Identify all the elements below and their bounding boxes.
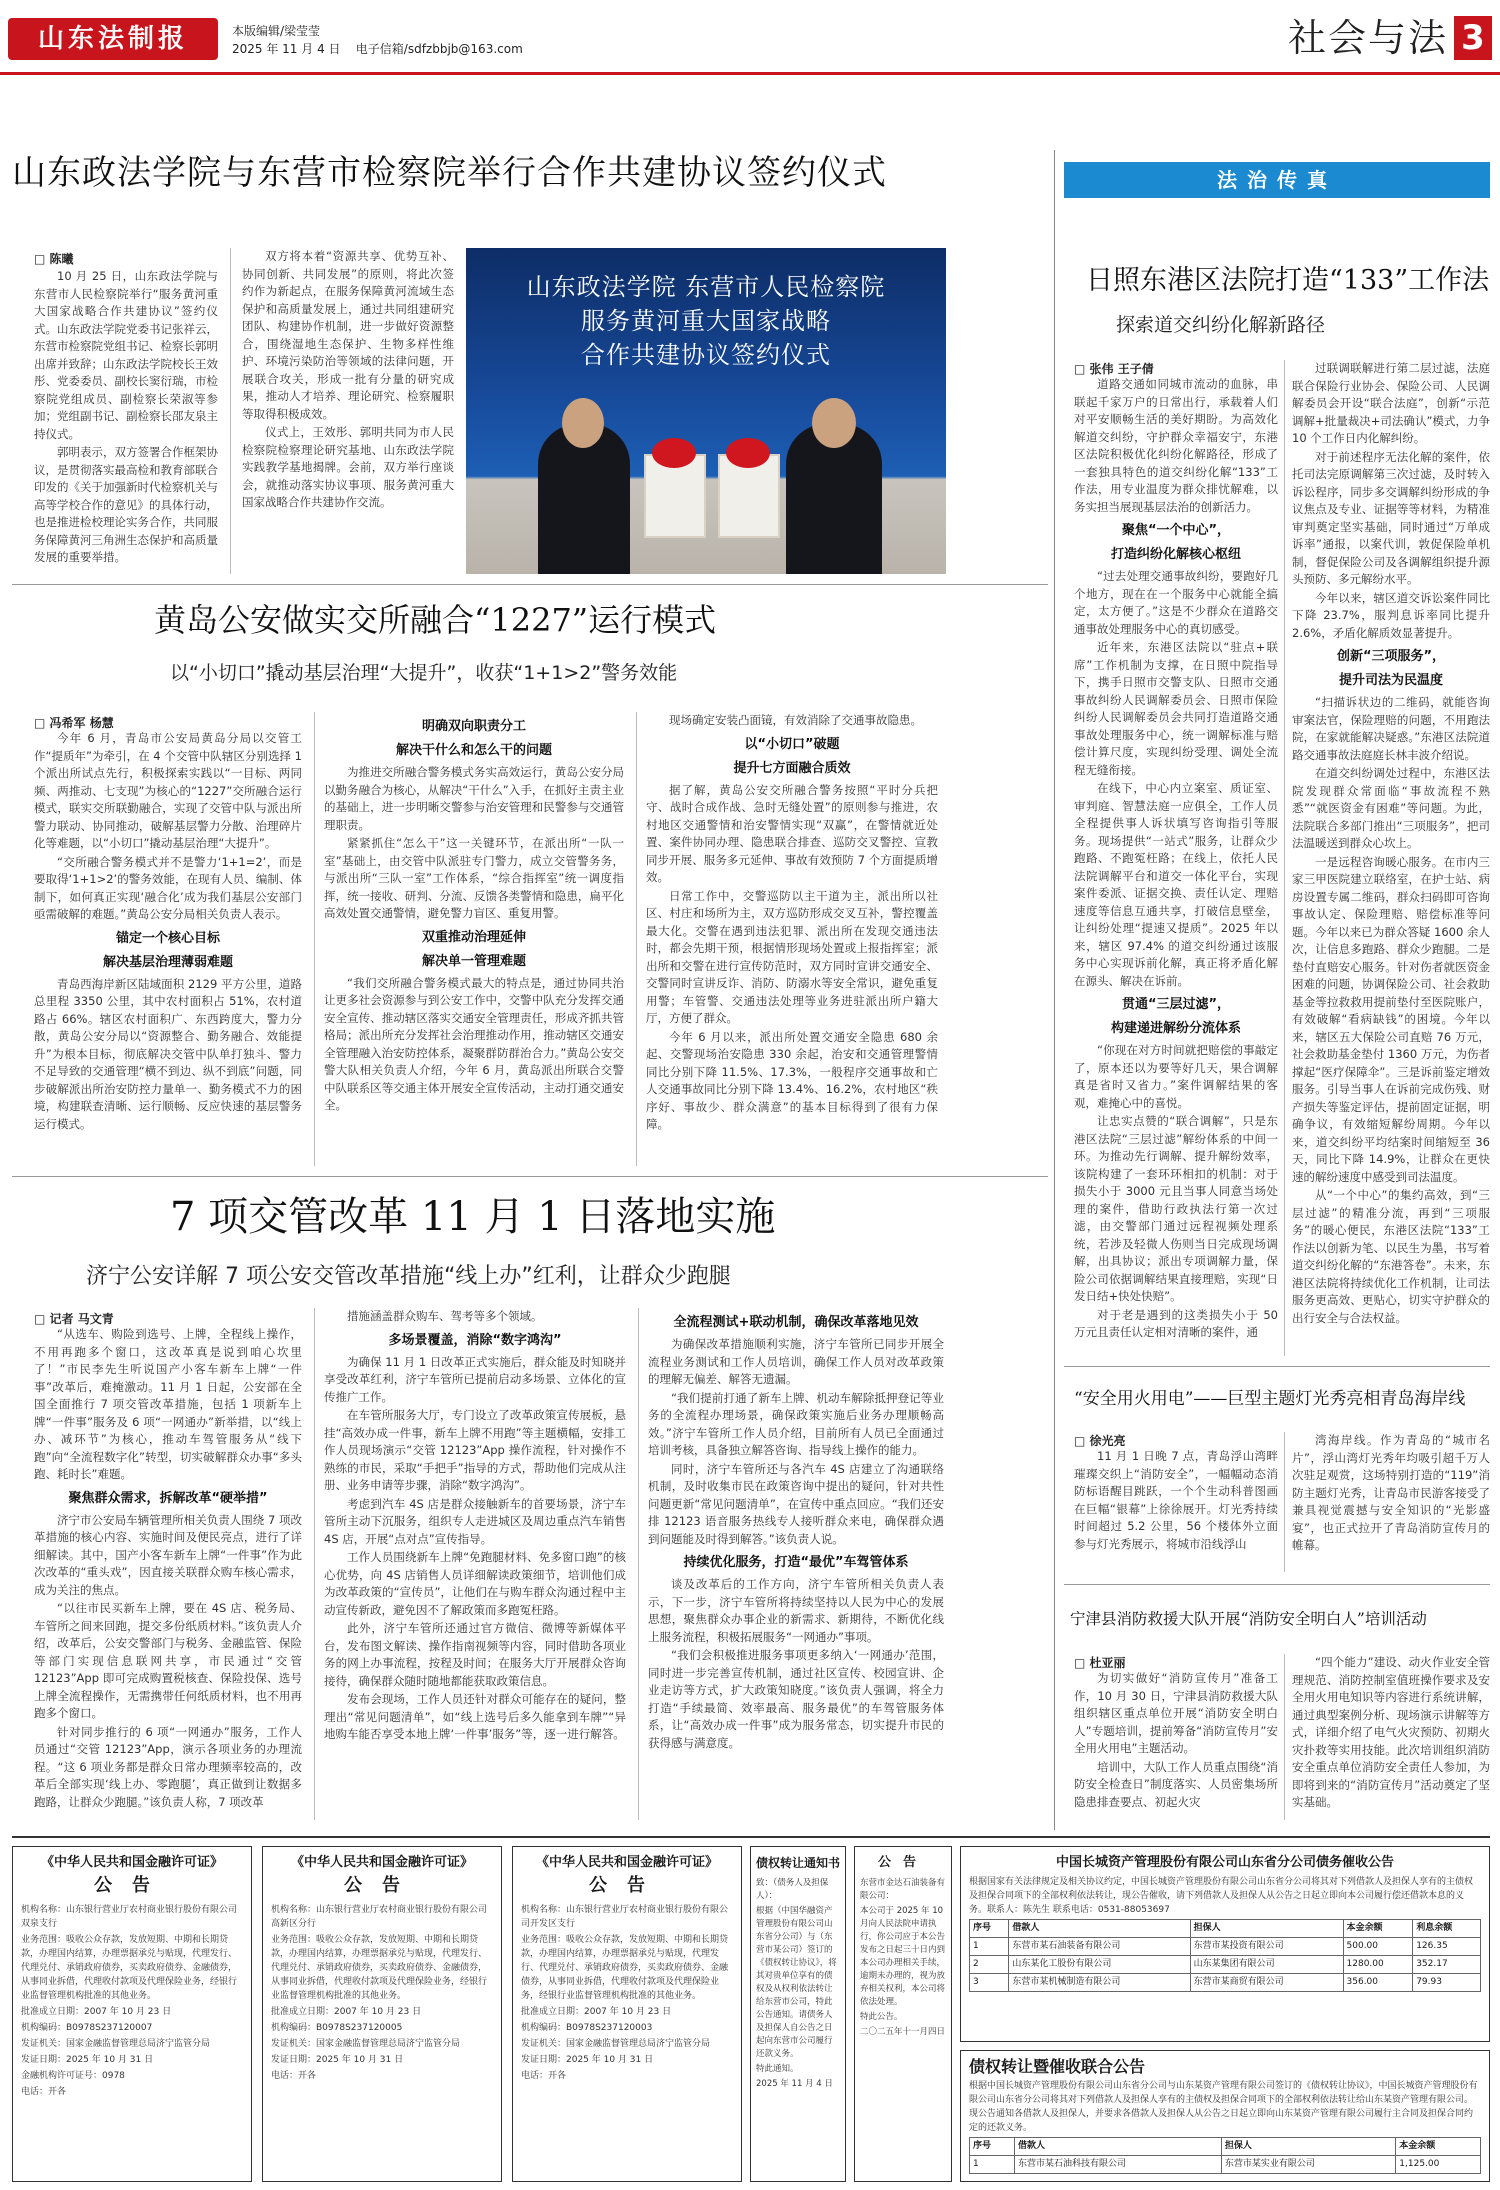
table-cell: 序号 <box>970 1920 1009 1938</box>
ads-divider <box>12 1836 1490 1838</box>
section-divider <box>12 584 1048 585</box>
col-divider <box>636 712 637 1166</box>
paragraph: 济宁市公安局车辆管理所相关负责人围绕 7 项改革措施的核心内容、实施时间及便民亮点，进行了详细解读。其中，国产小客车新车上牌“一件事”作为此次改革的“重头戏”，因直接关联群众购车核心需求，成为关注的焦点。 <box>34 1512 302 1597</box>
masthead-rule <box>0 72 1500 75</box>
paragraph: 致：（债务人及担保人）： <box>756 1878 829 1901</box>
article2-col2 <box>324 712 624 1166</box>
table-cell: 500.00 <box>1343 1938 1413 1956</box>
paragraph: “过去处理交通事故纠纷，要跑好几个地方，现在在一个服务中心就能全搞定，太方便了。”这是不少群众在道路交通事故处理服务中心的真切感受。 <box>1074 569 1278 636</box>
paragraph: “扫描诉状边的二维码，就能咨询审案法官，保险理赔的问题，不用跑法院，在家就能解决疑惑。”东港区法院道路交通事故法庭庭长林丰波介绍说。 <box>1292 695 1490 762</box>
photo-banner-line: 山东政法学院 东营市人民检察院 <box>526 273 886 301</box>
paragraph: 近年来，东港区法院以“驻点+联席”工作机制为支撑，在日照中院指导下，携手日照市交警支队、日照市交通事故纠纷人民调解委员会、日照市保险纠纷人民调解委员会共同打造道路交通事故处理服务中心，统一调解标准与赔偿计算尺度，实现纠纷受理、调处全流程无缝衔接。 <box>1074 640 1278 777</box>
sidebar-art2-col1 <box>1074 1448 1278 1572</box>
article2-col3 <box>646 712 938 1166</box>
paragraph: 让忠实点赞的“联合调解”，只是东港区法院“三层过滤”解纷体系的中间一环。为推动先行调解、提升解纷效率，该院构建了一套环环相扣的机制：对于损失小于 3000 元且当事人同意当场处理的案件，借助行政执法行第一次过滤，由交警部门通过远程视频处理系统，若涉及轻微人伤则当日完成现场调解，出具协议；派出专项调解力量，保险公司依据调解结果直接理赔，实现“日发日结+快处快赔”。 <box>1074 1114 1278 1303</box>
paragraph: 本公司于 2025 年 10 月向人民法院申请执行，你公司应于本公告发布之日起三十日内到本公司办理相关手续，逾期未办理的，视为放弃相关权利，本公司将依法处理。 <box>860 1906 946 2007</box>
paragraph: 道路交通如同城市流动的血脉，串联起千家万户的日常出行，承载着人们对平安顺畅生活的美好期盼。为高效化解道交纠纷，守护群众幸福安宁，东港区法院积极优化纠纷化解路径，形成了一套独具特色的道交纠纷化解“133”工作法，用专业温度为群众排忧解难，以务实担当展现基层法治的创新活力。 <box>1074 377 1278 514</box>
sidebar-art1-title: 日照东港区法院打造“133”工作法 <box>1086 265 1490 296</box>
table-cell: 东营市某石油科技有限公司 <box>1014 2156 1221 2174</box>
paragraph: “我们会积极推进服务事项更多纳入‘一网通办’范围，同时进一步完善宣传机制，通过社区宣传、校园宣讲、企业走访等方式，扩大政策知晓度。”该负责人强调，将全力打造“手续最简、效率最高、服务最优”的车驾管服务体系，让“高效办成一件事”成为服务常态，切实提升市民的获得感与满意度。 <box>648 1648 944 1750</box>
paragraph: 一是远程咨询暖心服务。在市内三家三甲医院建立联络室，在护士站、病房设置专属二维码，群众扫码即可咨询事故认定、保险理赔、赔偿标准等问题。今年以来已为群众答疑 1600 余人次，让信息多跑路、群众少跑腿。二是垫付直赔安心服务。针对伤者就医资金困难的问题，协调保险公司、社会救助基金等拉救救用提前垫付至医院账户，有效破解“看病缺钱”的困境。今年以来，辖区五大保险公司直赔 76 万元，社会救助基金垫付 1360 万元，为伤者撑起“医疗保障伞”。三是诉前鉴定增效服务。引导当事人在诉前完成伤残、财产损失等鉴定评估，提前固定证据，明确争议，有效缩短解纷周期。今年以来，道交纠纷平均结案时间缩短至 36 天，同比下降 14.9%，让群众在更快速的解纷速度中感受到司法温度。 <box>1292 854 1490 1184</box>
paragraph: 仪式上，王效彤、郭明共同为市人民检察院检察理论研究基地、山东政法学院实践教学基地揭牌。会前，双方举行座谈会，就推动落实协议事项、服务黄河重大国家战略合作共建协作交流。 <box>242 425 454 509</box>
subheading: 构建递进解纷分流体系 <box>1110 1021 1241 1036</box>
photo-banner <box>466 270 946 372</box>
paragraph: 为确保 11 月 1 日改革正式实施后，群众能及时知晓并享受改革红利，济宁车管所已提前启动多场景、立体化的宣传推广工作。 <box>324 1354 626 1404</box>
paragraph: 东营市金达石油装备有限公司： <box>860 1878 946 1901</box>
table-cell: 担保人 <box>1190 1920 1343 1938</box>
paragraph: 11 月 1 日晚 7 点，青岛浮山湾畔璀璨交织上“消防安全”，一幅幅动态消防标语醒目跳跃，一个个生动科普图画在巨幅“银幕”上徐徐展开。灯光秀持续时间超过 5.2 公里，56 个楼体外立面参与灯光秀展示，将城市沿线浮山 <box>1074 1449 1278 1551</box>
debt-collection-table <box>969 1919 1481 1992</box>
subheading: 解决基层治理薄弱难题 <box>102 954 233 970</box>
sidebar-art1-col2 <box>1292 360 1490 1356</box>
paragraph: 电话：开各 <box>521 2071 567 2081</box>
subheading: 锚定一个核心目标 <box>115 930 220 946</box>
paragraph: 今年 6 月，青岛市公安局黄岛分局以交管工作“提质年”为牵引，在 4 个交管中队辖区分别选择 1 个派出所试点先行，积极探索实践以“一目标、两同频、两推动、七支现”为核心的“1227”交所融合运行模式，联实交所联勤融合，实现了交管中队与派出所警力联动、协同推动，破解基层警力分散、治理碎片化等难题，以“小切口”撬动基层治理“大提升”。 <box>34 731 302 850</box>
article1-col1 <box>34 268 218 568</box>
person-left-head <box>562 398 604 448</box>
editor-credit: 本版编辑/梁莹莹 <box>232 24 321 38</box>
notice-title: 公告 <box>877 1855 928 1870</box>
table-cell: 利息余额 <box>1413 1920 1481 1938</box>
red-ribbon <box>726 438 770 468</box>
paragraph: 机构编码：B0978S237120005 <box>271 2023 403 2033</box>
table-cell: 东营市某商贸有限公司 <box>1190 1974 1343 1992</box>
notice-title: 中国长城资产管理股份有限公司山东省分公司债务催收公告 <box>1055 1855 1394 1870</box>
paragraph: 措施涵盖群众购车、驾考等多个领域。 <box>347 1309 543 1323</box>
paragraph: 同时，济宁车管所还与各汽车 4S 店建立了沟通联络机制，及时收集市民在政策咨询中提出的疑问，针对共性问题更新“常见问题清单”，在宣传中重点回应。“我们还安排 12123 语音服务热线专人接听群众来电，确保群众遇到问题能及时得到解答。”该负责人说。 <box>648 1461 944 1546</box>
sidebar-art3-title: 宁津县消防救援大队开展“消防安全明白人”培训活动 <box>1070 1610 1427 1628</box>
paragraph: 发证机关：国家金融监督管理总局济宁监管分局 <box>271 2039 461 2049</box>
sidebar-divider-h <box>1064 1366 1490 1367</box>
paragraph: 从“一个中心”的集约高效，到“三层过滤”的精准分流，再到“三项服务”的暖心便民，东港区法院“133”工作法以创新为笔、以民生为墨，书写着道交纠纷化解的“东港答卷”。未来，东港区法院将持续优化工作机制，让司法服务更高效、更贴心，切实守护群众的出行安全与合法权益。 <box>1292 1188 1490 1325</box>
article3-title: 7 项交管改革 11 月 1 日落地实施 <box>170 1194 776 1240</box>
paragraph: 郭明表示，双方签署合作框架协议，是贯彻落实最高检和教育部联合印发的《关于加强新时代检察机关与高等学校合作的意见》的具体行动，也是推进检校理论实务合作，共同服务保障黄河三角洲生态保护和高质量发展的重要举措。 <box>34 445 218 564</box>
debt-transfer-joint-notice <box>960 2050 1490 2182</box>
paragraph: 对于老是遇到的这类损失小于 50 万元且责任认定相对清晰的案件，通 <box>1074 1307 1278 1339</box>
subheading: 聚焦“一个中心”， <box>1121 523 1231 538</box>
photo-banner-line: 合作共建协议签约仪式 <box>581 341 831 369</box>
company-notice <box>854 1846 952 2182</box>
article2-subtitle: 以“小切口”撬动基层治理“大提升”，收获“1+1>2”警务效能 <box>170 662 678 684</box>
col-divider <box>314 712 315 1166</box>
article3-col3 <box>648 1308 944 1820</box>
col-divider <box>230 248 231 574</box>
table-cell: 2 <box>970 1956 1009 1974</box>
paragraph: 批准成立日期：2007 年 10 月 23 日 <box>21 2007 172 2017</box>
notice-title: 债权转让暨催收联合公告 <box>969 2057 1146 2076</box>
table-cell: 东营市某石油装备有限公司 <box>1009 1938 1190 1956</box>
section-title: 社会与法 <box>1287 16 1448 60</box>
section-divider <box>12 1176 1048 1177</box>
table-cell: 3 <box>970 1974 1009 1992</box>
table-cell: 担保人 <box>1221 2138 1395 2156</box>
table-row <box>970 1938 1481 1956</box>
paragraph: 发证机关：国家金融监督管理总局济宁监管分局 <box>21 2039 211 2049</box>
paragraph: 根据（中国华融资产管理股份有限公司山东省分公司）与（东营市某公司）签订的《债权转让协议》，将其对贵单位享有的债权及从权利依法转让给东营市公司，特此公告通知。请债务人及担保人自公告之日起向东营市公司履行还款义务。 <box>756 1906 837 2059</box>
paragraph: 紧紧抓住“怎么干”这一关键环节，在派出所“一队一室”基础上，由交管中队派驻专门警力，成立交管警务务，与派出所“三队一室”工作体系，“综合指挥室”统一调度指挥，统一接收、研判、分流、反馈各类警情和隐患，扁平化高效处置交通警情，避免警力盲区、重复用警。 <box>324 836 624 920</box>
sidebar-art2-byline: □ 徐光亮 <box>1074 1434 1126 1448</box>
paragraph: 发证机关：国家金融监督管理总局济宁监管分局 <box>521 2039 711 2049</box>
notice-title: 《中华人民共和国金融许可证》 <box>535 1855 718 1870</box>
paragraph: “我们交所融合警务模式最大的特点是，通过协同共治让更多社会资源参与到公安工作中，交警中队充分发挥交通安全宣传、推动辖区落实交通安全管理责任，形成齐抓共管格局；派出所充分发挥社会治理推动作用，推动辖区交通安全管理融入治安防控体系，凝聚群防群治合力。”黄岛公安交警大队相关负责人介绍，今年 6 月，黄岛派出所联合交警中队联系区等交通主体开展安全宣传活动，主动打通交通安全。 <box>324 975 624 1112</box>
subheading: 明确双向职责分工 <box>421 719 526 734</box>
paragraph: 电话：开各 <box>21 2087 67 2097</box>
debt-transfer-table <box>969 2137 1481 2174</box>
subheading: 提升七方面融合质效 <box>733 760 851 776</box>
table-cell: 东营市某机械制造有限公司 <box>1009 1974 1190 1992</box>
sidebar-art3-col1 <box>1074 1670 1278 1820</box>
paragraph: 考虑到汽车 4S 店是群众接触新车的首要场景，济宁车管所主动下沉服务，组织专人走进城区及周边重点汽车销售 4S 店，开展“点对点”宣传指导。 <box>324 1496 626 1546</box>
article2-title: 黄岛公安做实交所融合“1227”运行模式 <box>154 601 717 639</box>
table-row <box>970 1956 1481 1974</box>
sidebar-divider <box>1054 150 1055 1830</box>
sidebar-art1-col1 <box>1074 376 1278 1356</box>
license-notice-1-body <box>13 1899 251 2105</box>
notice-title: 债权转让通知书 <box>755 1856 840 1870</box>
notice-title: 《中华人民共和国金融许可证》 <box>40 1855 223 1870</box>
issue-date: 2025 年 11 月 4 日 <box>232 42 341 56</box>
paragraph: 过联调联解进行第二层过滤，法庭联合保险行业协会、保险公司、人民调解委员会开设“联合法庭”，创新“示范调解+批量裁决+司法确认”模式，力争 10 个工作日内化解纠纷。 <box>1292 361 1490 445</box>
paragraph: 发布会现场，工作人员还针对群众可能存在的疑问，整理出“常见问题清单”，如“线上选号后多久能拿到车牌”“异地购车能否享受本地上牌‘一件事’服务”等，逐一进行解答。 <box>324 1692 626 1741</box>
license-notice-3-body <box>513 1899 741 2089</box>
subheading: 打造纠纷化解核心枢纽 <box>1110 547 1241 562</box>
paragraph: 今年 6 月以来，派出所处置交通安全隐患 680 余起、交警现场治安隐患 330 余起，治安和交通管理警情同比分别下降 11.5%、17.3%，一般程序交通事故和亡人交通事故同比分别下降 13.4%、16.2%，农村地区“秩序好、事故少、群众满意”的基本目标得到了很有力保障。 <box>646 1029 938 1131</box>
subheading: 以“小切口”破题 <box>744 736 840 752</box>
sidebar-art3-byline: □ 杜亚丽 <box>1074 1656 1126 1670</box>
company-notice-body <box>855 1873 951 2045</box>
paragraph: 机构名称：山东银行营业厅农村商业银行股份有限公司开发区支行 <box>521 1905 729 1929</box>
newspaper-logo: 山东法制报 <box>8 18 218 60</box>
notice-title: 《中华人民共和国金融许可证》 <box>290 1855 473 1870</box>
debt-collection-notice-text: 根据国家有关法律规定及相关协议约定，中国长城资产管理股份有限公司山东省分公司将其对下列借款人及担保人享有的主债权及担保合同项下的全部权利依法转让，现公告催收，请下列借款人及担保人从公告之日起立即向本公司履行偿还借款本息的义务。联系人：陈先生 联系电话：0531-88053697 <box>969 1877 1474 1915</box>
paragraph: 工作人员围绕新车上牌“免跑腿材料、免多窗口跑”的核心优势，向 4S 店销售人员详细解读政策细节，培训他们成为改革政策的“宣传员”，让他们在与购车群众沟通过程中主动宣传新政，避免因不了解政策而多跑冤枉路。 <box>324 1550 626 1617</box>
red-ribbon <box>652 438 696 468</box>
paragraph: 在线下，中心内立案室、质证室、审判庭、智慧法庭一应俱全，工作人员全程提供事人诉状填写咨询指引等服务。现场提供“一站式”服务，让群众少跑路、不跑冤枉路；在线上，依托人民法院调解平台和道交一体化平台，实现案件委派、证据交换、责任认定、理赔速度等信息互通共享，打破信息壁垒，让纠纷处理“提速又提质”。2025 年以来，辖区 97.4% 的道交纠纷通过该服务中心实现诉前化解，真正将矛盾化解在源头、解决在诉前。 <box>1074 781 1278 988</box>
table-cell: 126.35 <box>1413 1938 1481 1956</box>
paragraph: 业务范围：吸收公众存款，发放短期、中期和长期贷款，办理国内结算，办理票据承兑与贴现，代理发行、代理兑付、承销政府债券，买卖政府债券、金融债券，从事同业拆借，代理收付款项及代理保险业务，经银行业监督管理机构批准的其他业务。 <box>271 1935 488 2001</box>
table-row <box>970 2156 1481 2174</box>
debt-transfer-notice <box>750 1846 846 2182</box>
paragraph: 据了解，黄岛公安交所融合警务按照“平时分兵把守、战时合成作战、急时无缝处置”的原则参与推进，农村地区交通警情和治安警情实现“双赢”，在警情就近处置、案件协同办理、隐患联合排查、巡防交叉警控、宣教同步开展、服务多元延伸、事故有效预防 7 个方面提质增效。 <box>646 782 938 884</box>
article1-title: 山东政法学院与东营市检察院举行合作共建协议签约仪式 <box>12 153 887 193</box>
table-cell: 东营市某实业有限公司 <box>1221 2156 1395 2174</box>
paragraph: 批准成立日期：2007 年 10 月 23 日 <box>271 2007 422 2017</box>
table-cell: 79.93 <box>1413 1974 1481 1992</box>
table-cell: 356.00 <box>1343 1974 1413 1992</box>
paragraph: 机构编码：B0978S237120007 <box>21 2023 153 2033</box>
col-divider <box>1284 360 1285 1356</box>
col-divider <box>314 1308 315 1820</box>
table-cell: 山东某化工股份有限公司 <box>1009 1956 1190 1974</box>
paragraph: 发证日期：2025 年 10 月 31 日 <box>521 2055 654 2065</box>
table-row <box>970 1920 1481 1938</box>
paragraph: “交所融合警务模式并不是警力‘1+1=2’，而是要取得‘1+1>2’的警务效能，在现有人员、编制、体制下，如何真正实现‘融合化’成为我们基层公安部门亟需破解的难题。”黄岛公安分局相关负责人表示。 <box>34 854 302 921</box>
article2-col1 <box>34 730 302 1166</box>
table-cell: 352.17 <box>1413 1956 1481 1974</box>
notice-heading: 公告 <box>589 1875 665 1896</box>
notice-heading: 公告 <box>344 1875 420 1896</box>
paragraph: 日常工作中，交警巡防以主干道为主，派出所以社区、村庄和场所为主，双方巡防形成交叉互补，警控覆盖最大化。交警在遇到违法犯罪、派出所在发现交通违法时，都会先期干预，根据情形现场处置或上报指挥室；派出所和交警在进行宣传防范时，双方同时宣讲交通安全、交警同时宣讲反诈、消防、防溺水等安全常识，避免重复用警；车管警、交通违法处理等业务进驻派出所户籍大厅，方便了群众。 <box>646 888 938 1025</box>
paragraph: 针对同步推行的 6 项“一网通办”服务，工作人员通过“交管 12123”App，演示各项业务的办理流程。“这 6 项业务都是群众日常办理频率较高的，改革后全部实现‘线上办、零跑腿’，真正做到让数据多跑路，让群众少跑腿。”该负责人称，7 项改革 <box>34 1724 302 1809</box>
subheading: 多场景覆盖，消除“数字鸿沟” <box>388 1332 562 1348</box>
sidebar-section-bar: 法治传真 <box>1064 162 1490 198</box>
paragraph: 培训中，大队工作人员重点围绕“消防安全检查日”制度落实、人员密集场所隐患排查要点、初起火灾 <box>1074 1759 1278 1809</box>
sidebar-divider-h <box>1064 1584 1490 1585</box>
debt-transfer-joint-notice-text: 根据中国长城资产管理股份有限公司山东省分公司与山东某资产管理有限公司签订的《债权转让协议》，中国长城资产管理股份有限公司山东省分公司将其对下列借款人及担保人享有的主债权及担保合同项下的全部权利依法转让给山东某资产管理有限公司。现公告通知各借款人及担保人，并要求各借款人及担保人从公告之日起立即向山东某资产管理有限公司履行主合同及担保合同约定的还款义务。 <box>969 2081 1478 2133</box>
person-right-head <box>812 398 856 448</box>
subheading: 双重推动治理延伸 <box>421 929 526 945</box>
article3-byline: □ 记者 马文青 <box>34 1312 114 1326</box>
paragraph: 为确保改革措施顺利实施，济宁车管所已同步开展全流程业务测试和工作人员培训，确保工作人员对改革政策的理解无偏差、解答无遗漏。 <box>648 1337 944 1386</box>
article3-subtitle: 济宁公安详解 7 项公安交管改革措施“线上办”红利，让群众少跑腿 <box>86 1264 731 1289</box>
license-notice-2 <box>262 1846 502 2182</box>
paragraph: 电话：开各 <box>271 2071 317 2081</box>
paragraph: “四个能力”建设、动火作业安全管理规范、消防控制室值班操作要求及安全用火用电知识等内容进行系统讲解，通过典型案例分析、现场演示讲解等方式，详细介绍了电气火灾预防、初期火灾扑救等实用技能。此次培训组织消防安全重点单位消防安全责任人参加，为即将到来的“消防宣传月”活动奠定了坚实基础。 <box>1292 1655 1490 1809</box>
paragraph: 为推进交所融合警务模式务实高效运行，黄岛公安分局以勤务融合为核心，从解决“干什么”入手，在抓好主责主业的基础上，进一步明晰交警参与治安管理和民警参与交通管理职责。 <box>324 765 624 832</box>
paragraph: 机构编码：B0978S237120003 <box>521 2023 653 2033</box>
table-row <box>970 2138 1481 2156</box>
paragraph: 业务范围：吸收公众存款，发放短期、中期和长期贷款，办理国内结算，办理票据承兑与贴现，代理发行、代理兑付、承销政府债券，买卖政府债券、金融债券，从事同业拆借，代理收付款项及代理保险业务，经银行业监督管理机构批准的其他业务。 <box>21 1935 238 2001</box>
paragraph: 2025 年 11 月 4 日 <box>756 2079 833 2089</box>
table-cell: 借款人 <box>1014 2138 1221 2156</box>
article1-col2 <box>242 248 454 574</box>
paragraph: 发证日期：2025 年 10 月 31 日 <box>21 2055 154 2065</box>
debt-collection-notice <box>960 1846 1490 2042</box>
editor-email: 电子信箱/sdfzbbjb@163.com <box>355 42 523 56</box>
sidebar-art2-title: “安全用火用电”——巨型主题灯光秀亮相青岛海岸线 <box>1074 1389 1466 1409</box>
paragraph: 在道交纠纷调处过程中，东港区法院发现群众常面临“事故流程不熟悉”“就医资金有困难”等问题。为此，法院联合多部门推出“三项服务”，把司法温暖送到群众心坎上。 <box>1292 766 1490 850</box>
subheading: 提升司法为民温度 <box>1338 673 1443 688</box>
subheading: 创新“三项服务”， <box>1336 649 1446 664</box>
notice-heading: 公告 <box>94 1875 170 1896</box>
table-cell: 东营市某投资有限公司 <box>1190 1938 1343 1956</box>
table-cell: 本金余额 <box>1343 1920 1413 1938</box>
subheading: 聚焦群众需求，拆解改革“硬举措” <box>68 1490 268 1506</box>
paragraph: 谈及改革后的工作方向，济宁车管所相关负责人表示，下一步，济宁车管所将持续坚持以人民为中心的发展思想，聚焦群众办事企业的新需求、新期待，不断优化线上服务流程，积极拓展服务“一网通办”事项。 <box>648 1577 944 1644</box>
subheading: 持续优化服务，打造“最优”车驾管体系 <box>683 1555 909 1570</box>
table-cell: 1280.00 <box>1343 1956 1413 1974</box>
photo-banner-line: 服务黄河重大国家战略 <box>581 307 831 335</box>
debt-transfer-table-wrap <box>961 2137 1489 2174</box>
table-cell: 1 <box>970 2156 1015 2174</box>
sidebar-art1-subtitle: 探索道交纠纷化解新路径 <box>1116 314 1326 336</box>
article3-col2 <box>324 1308 626 1820</box>
issue-date-line <box>232 40 523 58</box>
paragraph: 业务范围：吸收公众存款，发放短期、中期和长期贷款，办理国内结算，办理票据承兑与贴现，代理发行、代理兑付、承销政府债券，买卖政府债券、金融债券，从事同业拆借，代理收付款项及代理保险业务，经银行业监督管理机构批准的其他业务。 <box>521 1935 729 2001</box>
paragraph: 特此公告。 <box>860 2012 903 2022</box>
table-cell: 山东某集团有限公司 <box>1190 1956 1343 1974</box>
paragraph: 青岛西海岸新区陆域面积 2129 平方公里，道路总里程 3350 公里，其中农村面积占 51%，农村道路占 66%。辖区农村面积广、东西跨度大，警力分散，黄岛公安分局以“资源整合、勤务融合、效能提升”为根本目标，彻底解决交管中队单打独斗、警力不足导致的交通管理“横不到边、纵不到底”问题，同步破解派出所治安防控力量单一、勤务模式不力的困境，构建联查清晰、运行顺畅、反应快速的基层警务运行模式。 <box>34 976 302 1131</box>
paragraph: 特此通知。 <box>756 2064 799 2074</box>
sidebar-art3-col2 <box>1292 1654 1490 1820</box>
paragraph: 此外，济宁车管所还通过官方微信、微博等新媒体平台，发布图文解读、操作指南视频等内容，同时借助各项业务的网上办事流程，按程及时间；在服务大厅开展群众咨询接待，确保群众随时随地都能获取政策信息。 <box>324 1621 626 1688</box>
paragraph: “你现在对方时间就把赔偿的事敲定了，原本还以为要等好几天，果合调解真是省时又省力。”案件调解结果的客观，难掩心中的喜悦。 <box>1074 1043 1278 1110</box>
paragraph: 双方将本着“资源共享、优势互补、协同创新、共同发展”的原则，将此次签约作为新起点，在服务保障黄河流域生态保护和高质量发展上，通过共同组建研究团队、构建协作机制，进一步做好资源整合，围绕湿地生态保护、生物多样性维护、环境污染防治等领域的法律问题，开展联合攻关，形成一批有分量的研究成果，推动人才培养、理论研究、检察履职等取得积极成效。 <box>242 249 454 421</box>
article1-byline: □ 陈曦 <box>34 252 74 266</box>
table-cell: 1,125.00 <box>1396 2156 1481 2174</box>
article2-byline: □ 冯希军 杨慧 <box>34 716 114 730</box>
paragraph: 10 月 25 日，山东政法学院与东营市人民检察院举行“服务黄河重大国家战略合作共建协议”签约仪式。山东政法学院党委书记张祥云，东营市检察院党组书记、检察长郭明出席并致辞；山东政法学院校长王效彤、党委委员、副校长窦衍瑞，市检察院党组成员、副检察长荣淑等参加；党组副书记、副检察长邵友泉主持仪式。 <box>34 269 218 441</box>
col-divider <box>1284 1432 1285 1572</box>
col-divider <box>1284 1654 1285 1820</box>
col-divider <box>638 1308 639 1820</box>
table-cell: 本金余额 <box>1396 2138 1481 2156</box>
debt-collection-table-wrap <box>961 1919 1489 1992</box>
debt-transfer-notice-body <box>751 1873 845 2097</box>
page-number: 3 <box>1454 16 1492 60</box>
paragraph: 在车管所服务大厅，专门设立了改革政策宣传展板，悬挂“高效办成一件事，新车上牌不用跑”等主题横幅，安排工作人员现场演示“交管 12123”App 操作流程，针对操作不熟练的市民，采取“手把手”指导的方式，帮助他们完成从注册、业务申请等步骤，消除“数字鸿沟”。 <box>324 1408 626 1492</box>
license-notice-3 <box>512 1846 742 2182</box>
license-notice-2-body <box>263 1899 501 2089</box>
paragraph: 机构名称：山东银行营业厅农村商业银行股份有限公司高新区分行 <box>271 1905 488 1929</box>
table-cell: 序号 <box>970 2138 1015 2156</box>
table-cell: 借款人 <box>1009 1920 1190 1938</box>
paragraph: “我们提前打通了新车上牌、机动车解除抵押登记等业务的全流程办理场景，确保政策实施后业务办理顺畅高效。”济宁车管所工作人员介绍，目前所有人员已全面通过培训考核，具备独立解答咨询、指导线上操作的能力。 <box>648 1390 944 1457</box>
article3-col1 <box>34 1326 302 1820</box>
paragraph: 现场确定安装凸面镜，有效消除了交通事故隐患。 <box>669 713 922 727</box>
subheading: 解决单一管理难题 <box>421 953 526 969</box>
sidebar-art2-col2 <box>1292 1432 1490 1572</box>
paragraph: “从选车、购险到选号、上牌，全程线上操作，不用再跑多个窗口，这改革真是说到咱心坎里了！”市民李先生听说国产小客车新车上牌“一件事”改革后，难掩激动。11 月 1 日起，公安部在全国全面推行 7 项交管改革措施，包括 1 项新车上牌“一件事”服务及 6 项“一网通办”新举措，以“线上办、减环节”为核心，推动车驾管服务从“线下跑”向“全流程数字化”转型，切实破解群众办事“多头跑、耗时长”难题。 <box>34 1327 302 1481</box>
subheading: 贯通“三层过滤”， <box>1121 997 1231 1012</box>
paragraph: 批准成立日期：2007 年 10 月 23 日 <box>521 2007 672 2017</box>
paragraph: “以往市民买新车上牌，要在 4S 店、税务局、车管所之间来回跑，提交多份纸质材料。”该负责人介绍，改革后，公安交警部门与税务、金融监管、保险等部门实现信息联网共享，市民通过“交管 12123”App 即可完成购置税核查、保险投保、选号上牌全流程操作，无需携带任何纸质材料，也不用再跑多个窗口。 <box>34 1601 302 1720</box>
paragraph: 二〇二五年十一月四日 <box>860 2027 946 2037</box>
subheading: 全流程测试+联动机制，确保改革落地见效 <box>673 1315 919 1330</box>
masthead <box>0 0 1500 78</box>
table-row <box>970 1974 1481 1992</box>
paragraph: 今年以来，辖区道交诉讼案件同比下降 23.7%，服判息诉率同比提升 2.6%，矛盾化解质效显著提升。 <box>1292 590 1490 640</box>
paragraph: 湾海岸线。作为青岛的“城市名片”，浮山湾灯光秀年均吸引超千万人次驻足观赏，这场特别打造的“119”消防主题灯光秀，让青岛市民游客接受了兼具视觉震撼与安全知识的“光影盛宴”，也正式拉开了青岛消防宣传月的帷幕。 <box>1292 1433 1490 1552</box>
sidebar-art1-byline: □ 张伟 王子倩 <box>1074 362 1154 376</box>
paragraph: 发证日期：2025 年 10 月 31 日 <box>271 2055 404 2065</box>
subheading: 解决干什么和怎么干的问题 <box>395 743 552 758</box>
table-cell: 1 <box>970 1938 1009 1956</box>
paragraph: 为切实做好“消防宣传月”准备工作，10 月 30 日，宁津县消防救援大队组织辖区重点单位开展“消防安全明白人”专题培训，提前筹备“消防宣传月”安全用火用电”主题活动。 <box>1074 1671 1278 1755</box>
paragraph: 对于前述程序无法化解的案件，依托司法完原调解第三次过滤，及时转入诉讼程序，同步多交调解纠纷形成的争议焦点及专业、证据等等材料，为精准审判奠定坚实基础，同时通过“万单成诉率”通报，以案代训，敦促保险单机制，督促保险公司及各调解组织提升源头预防、多元解纷水平。 <box>1292 449 1490 586</box>
masthead-info <box>232 22 523 58</box>
license-notice-1 <box>12 1846 252 2182</box>
signing-ceremony-photo <box>466 248 946 574</box>
paragraph: 金融机构许可证号：0978 <box>21 2071 125 2081</box>
paragraph: 机构名称：山东银行营业厅农村商业银行股份有限公司双泉支行 <box>21 1905 238 1929</box>
